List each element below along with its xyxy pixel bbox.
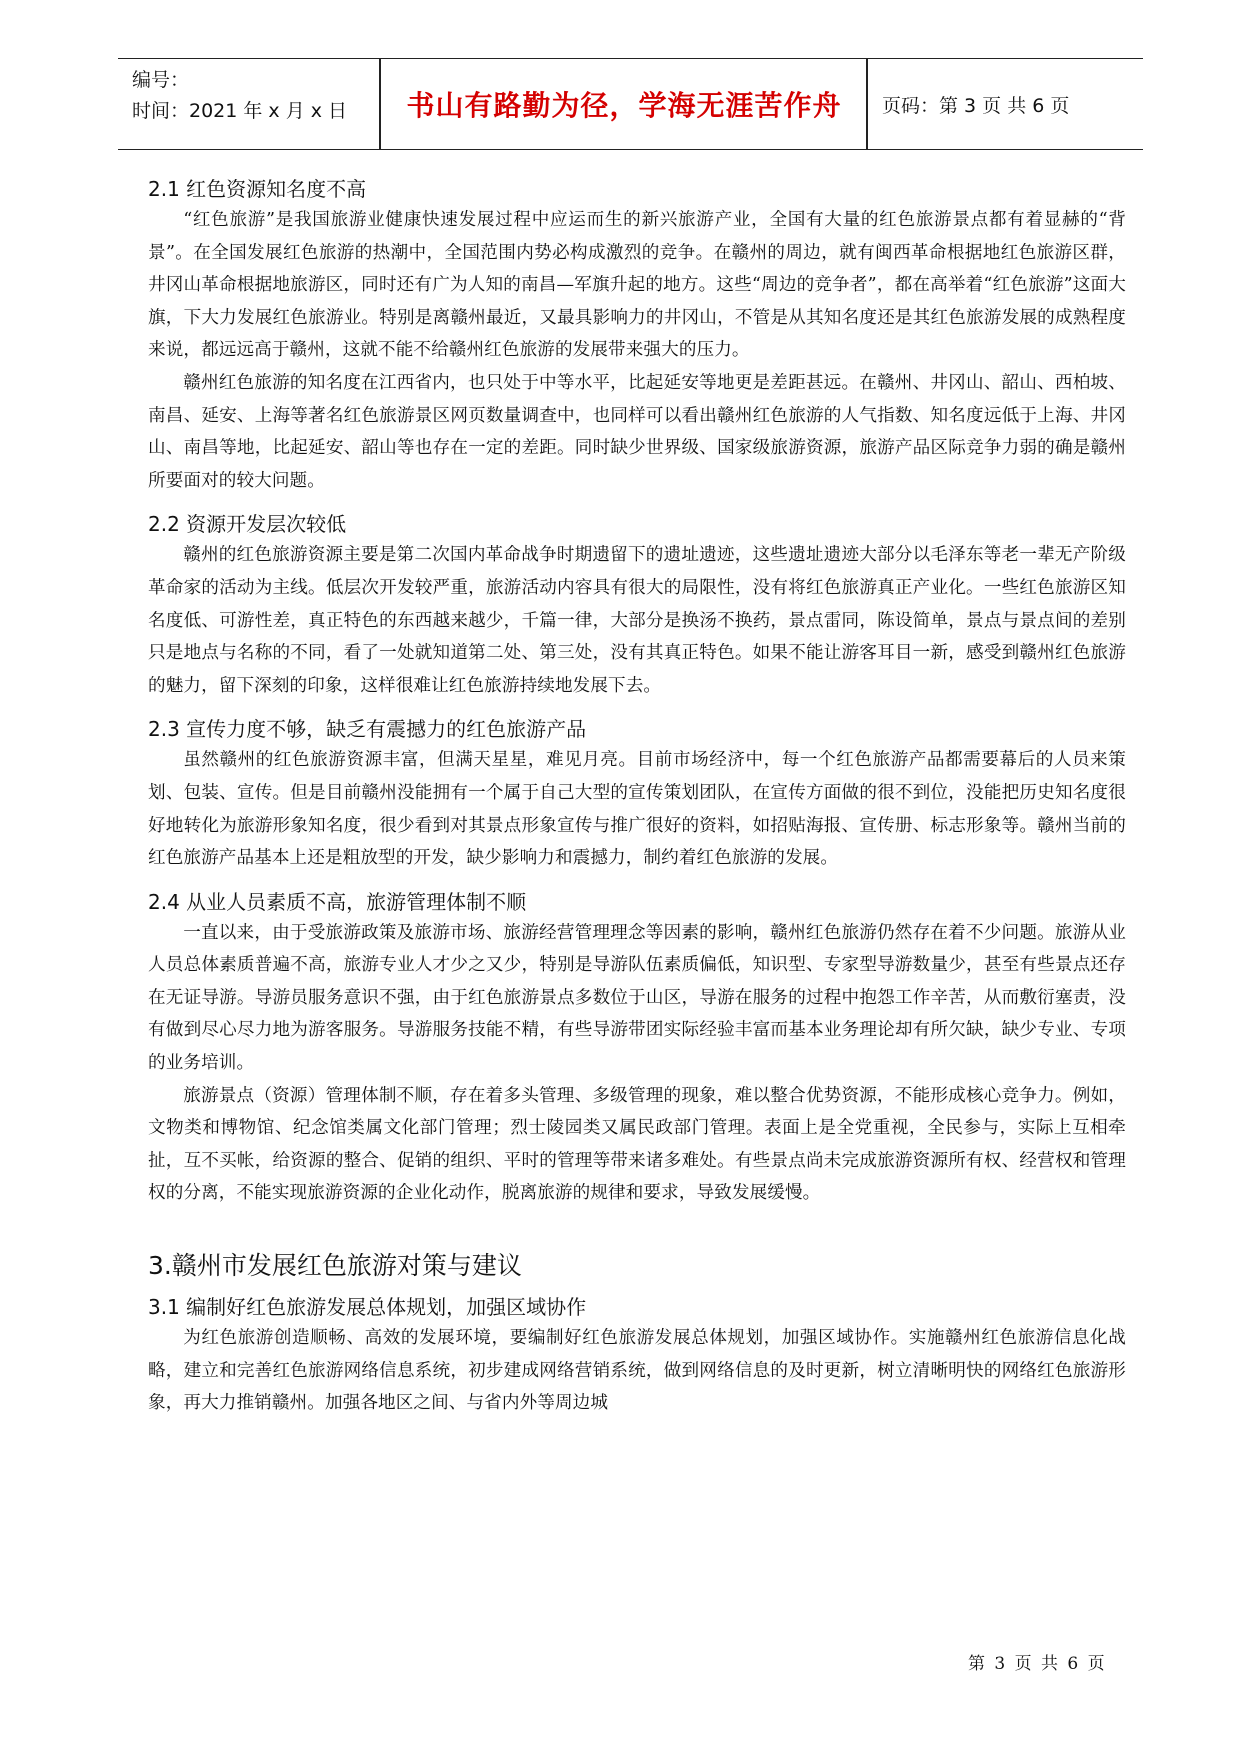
header-divider: [866, 59, 868, 149]
page-header: [118, 58, 1143, 150]
header-page-info: 页码：第 3 页 共 6 页: [882, 94, 1070, 117]
serial-label: 编号：: [132, 69, 190, 91]
paragraph: 一直以来，由于受旅游政策及旅游市场、旅游经营管理理念等因素的影响，赣州红色旅游仍然存在着不少问题。旅游从业人员总体素质普遍不高，旅游专业人才少之又少，特别是导游队伍素质偏低，知识型、专家型导游数量少，甚至有些景点还存在无证导游。导游员服务意识不强，由于红色旅游景点多数位于山区，导游在服务的过程中抱怨工作辛苦，从而敷衍塞责，没有做到尽心尽力地为游客服务。导游服务技能不精，有些导游带团实际经验丰富而基本业务理论却有所欠缺，缺少专业、专项的业务培训。: [148, 922, 1126, 1074]
page-footer: 第 3 页 共 6 页: [968, 1654, 1107, 1674]
paragraph: 虽然赣州的红色旅游资源丰富，但满天星星，难见月亮。目前市场经济中，每一个红色旅游产品都需要幕后的人员来策划、包装、宣传。但是目前赣州没能拥有一个属于自己大型的宣传策划团队，在宣传方面做的很不到位，没能把历史知名度很好地转化为旅游形象知名度，很少看到对其景点形象宣传与推广很好的资料，如招贴海报、宣传册、标志形象等。赣州当前的红色旅游产品基本上还是粗放型的开发，缺少影响力和震撼力，制约着红色旅游的发展。: [148, 750, 1126, 869]
chapter-heading: 3.赣州市发展红色旅游对策与建议: [148, 1251, 522, 1281]
paragraph: “红色旅游”是我国旅游业健康快速发展过程中应运而生的新兴旅游产业，全国有大量的红色旅游景点都有着显赫的“背景”。在全国发展红色旅游的热潮中，全国范围内势必构成激烈的竞争。在赣州的周边，就有闽西革命根据地红色旅游区群，井冈山革命根据地旅游区，同时还有广为人知的南昌—军旗升起的地方。这些“周边的竞争者”，都在高举着“红色旅游”这面大旗，下大力发展红色旅游业。特别是离赣州最近，又最具影响力的井冈山，不管是从其知名度还是其红色旅游发展的成熟程度来说，都远远高于赣州，这就不能不给赣州红色旅游的发展带来强大的压力。: [148, 210, 1126, 361]
paragraph: 为红色旅游创造顺畅、高效的发展环境，要编制好红色旅游发展总体规划，加强区域协作。实施赣州红色旅游信息化战略，建立和完善红色旅游网络信息系统，初步建成网络营销系统，做到网络信息的及时更新，树立清晰明快的网络红色旅游形象，再大力推销赣州。加强各地区之间、与省内外等周边城: [148, 1328, 1126, 1414]
header-divider: [379, 59, 381, 149]
paragraph: 旅游景点（资源）管理体制不顺，存在着多头管理、多级管理的现象，难以整合优势资源，不能形成核心竞争力。例如，文物类和博物馆、纪念馆类属文化部门管理；烈士陵园类又属民政部门管理。表面上是全党重视，全民参与，实际上互相牵扯，互不买帐，给资源的整合、促销的组织、平时的管理等带来诸多难处。有些景点尚未完成旅游资源所有权、经营权和管理权的分离，不能实现旅游资源的企业化动作，脱离旅游的规律和要求，导致发展缓慢。: [148, 1085, 1126, 1204]
header-motto: 书山有路勤为径，学海无涯苦作舟: [406, 89, 842, 122]
section-heading: 2.4 从业人员素质不高，旅游管理体制不顺: [148, 889, 527, 914]
section-heading: 2.3 宣传力度不够，缺乏有震撼力的红色旅游产品: [148, 717, 587, 742]
document-body: [148, 174, 1126, 1420]
section-heading: 2.2 资源开发层次较低: [148, 512, 347, 537]
section-heading: 3.1 编制好红色旅游发展总体规划，加强区域协作: [148, 1295, 587, 1320]
section-heading: 2.1 红色资源知名度不高: [148, 177, 367, 201]
paragraph: 赣州红色旅游的知名度在江西省内，也只处于中等水平，比起延安等地更是差距甚远。在赣州、井冈山、韶山、西柏坡、南昌、延安、上海等著名红色旅游景区网页数量调查中，也同样可以看出赣州红色旅游的人气指数、知名度远低于上海、井冈山、南昌等地，比起延安、韶山等也存在一定的差距。同时缺少世界级、国家级旅游资源，旅游产品区际竞争力弱的确是赣州所要面对的较大问题。: [148, 372, 1126, 491]
header-meta: [132, 65, 347, 127]
date-line: 时间：2021 年 x 月 x 日: [132, 100, 348, 122]
paragraph: 赣州的红色旅游资源主要是第二次国内革命战争时期遗留下的遗址遗迹，这些遗址遗迹大部分以毛泽东等老一辈无产阶级革命家的活动为主线。低层次开发较严重，旅游活动内容具有很大的局限性，没有将红色旅游真正产业化。一些红色旅游区知名度低、可游性差，真正特色的东西越来越少，千篇一律，大部分是换汤不换药，景点雷同，陈设简单，景点与景点间的差别只是地点与名称的不同，看了一处就知道第二处、第三处，没有其真正特色。如果不能让游客耳目一新，感受到赣州红色旅游的魅力，留下深刻的印象，这样很难让红色旅游持续地发展下去。: [148, 545, 1126, 696]
